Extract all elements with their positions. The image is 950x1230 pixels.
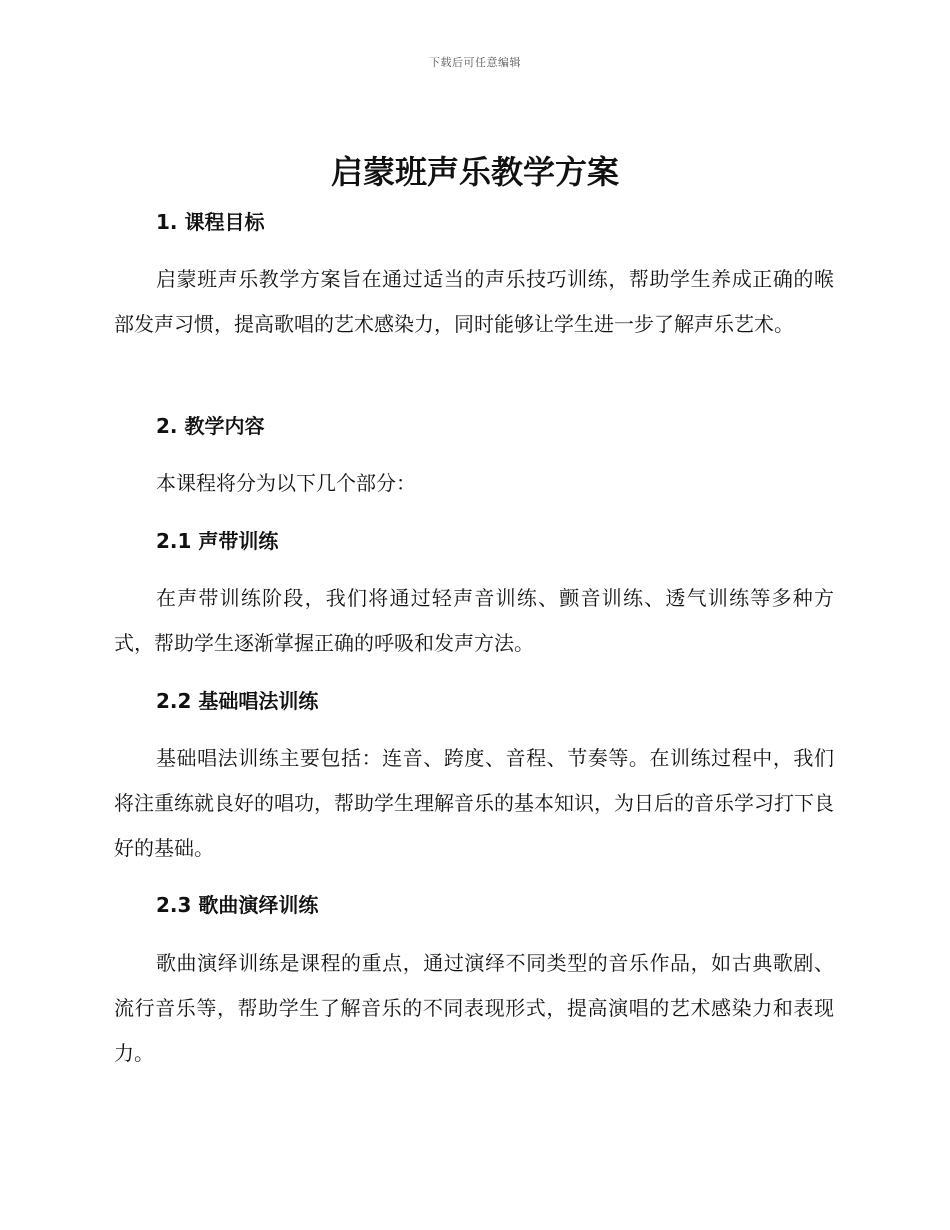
section-heading-goal: 1. 课程目标	[156, 210, 265, 234]
paragraph-vocal-training: 在声带训练阶段，我们将通过轻声音训练、颤音训练、透气训练等多种方式，帮助学生逐渐掌握正确的呼吸和发声方法。	[114, 586, 834, 655]
section-heading-content: 2. 教学内容	[156, 414, 265, 438]
header-note: 下载后可任意编辑	[429, 56, 521, 69]
paragraph-basic-singing: 基础唱法训练主要包括：连音、跨度、音程、节奏等。在训练过程中，我们将注重练就良好的唱功，帮助学生理解音乐的基本知识，为日后的音乐学习打下良好的基础。	[114, 746, 834, 860]
section-heading-vocal-training: 2.1 声带训练	[156, 529, 279, 553]
section-heading-basic-singing: 2.2 基础唱法训练	[156, 689, 319, 713]
paragraph-goal: 启蒙班声乐教学方案旨在通过适当的声乐技巧训练，帮助学生养成正确的喉部发声习惯，提高歌唱的艺术感染力，同时能够让学生进一步了解声乐艺术。	[114, 267, 834, 336]
paragraph-content: 本课程将分为以下几个部分：	[156, 471, 416, 495]
paragraph-song-performance: 歌曲演绎训练是课程的重点，通过演绎不同类型的音乐作品，如古典歌剧、流行音乐等，帮助学生了解音乐的不同表现形式，提高演唱的艺术感染力和表现力。	[114, 951, 834, 1065]
document-title: 启蒙班声乐教学方案	[330, 153, 619, 191]
section-heading-song-performance: 2.3 歌曲演绎训练	[156, 893, 319, 917]
